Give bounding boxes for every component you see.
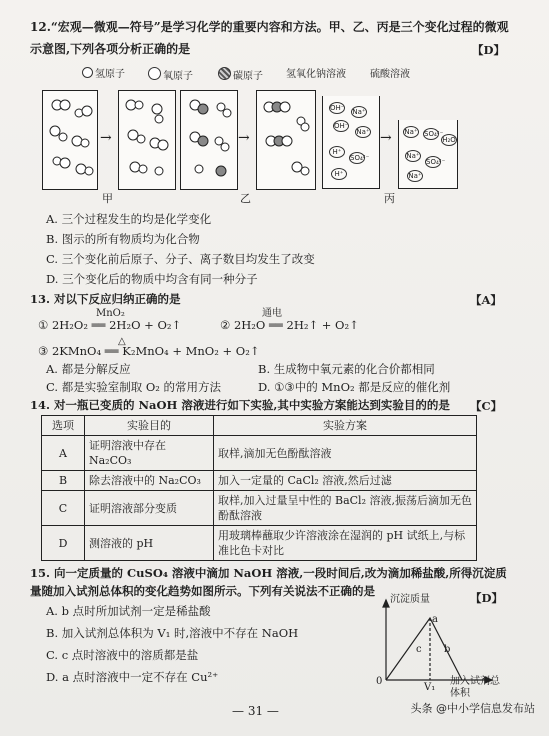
- table-row: [42, 471, 477, 491]
- table-header: 实验方案: [214, 416, 477, 436]
- eq3-condition: △: [118, 336, 126, 347]
- arrow-right-icon: →: [238, 130, 250, 146]
- eq1-condition: MnO₂: [96, 308, 125, 319]
- q13-option-d: D. ①③中的 MnO₂ 都是反应的催化剂: [258, 380, 451, 394]
- table-cell-goal: 证明溶液中存在 Na₂CO₃: [85, 436, 214, 471]
- arrow-right-icon: →: [100, 130, 112, 146]
- molecules-icon: [119, 91, 175, 189]
- equation-1: ① 2H₂O₂ ══ 2H₂O + O₂↑: [38, 318, 182, 332]
- q12-stem-line2: 示意图,下列各项分析正确的是: [30, 42, 191, 56]
- page-number: — 31 —: [232, 704, 279, 718]
- q13-option-c: C. 都是实验室制取 O₂ 的常用方法: [46, 380, 222, 394]
- figure-jia-before: [42, 90, 98, 190]
- q12-option-a: A. 三个过程发生的均是化学变化: [46, 212, 212, 226]
- legend-carbon: 碳原子: [218, 67, 263, 84]
- caption-jia: 甲: [102, 192, 113, 205]
- equation-3: ③ 2KMnO₄ ══ K₂MnO₄ + MnO₂ + O₂↑: [38, 344, 260, 358]
- ion-label: SO₄²⁻: [424, 130, 444, 138]
- table-row: [42, 526, 477, 561]
- table-cell-goal: 除去溶液中的 Na₂CO₃: [85, 471, 214, 491]
- caption-yi: 乙: [240, 192, 251, 205]
- table-cell-plan: 取样,加入过量呈中性的 BaCl₂ 溶液,振荡后滴加无色酚酞溶液: [214, 491, 477, 526]
- q12-option-b: B. 图示的所有物质均为化合物: [46, 232, 200, 246]
- graph-ylabel: 沉淀质量: [390, 594, 430, 605]
- q15-stem-line2: 量随加入试剂总体积的变化趋势如图所示。下列有关说法不正确的是: [30, 584, 375, 598]
- ion-label: Na⁺: [356, 128, 370, 136]
- point-c-label: c: [416, 644, 422, 655]
- origin-label: 0: [376, 676, 383, 687]
- molecules-icon: [257, 91, 315, 189]
- table-cell-plan: 加入一定量的 CaCl₂ 溶液,然后过滤: [214, 471, 477, 491]
- legend-oxygen: 氧原子: [148, 67, 193, 84]
- q14-stem: 14. 对一瓶已变质的 NaOH 溶液进行如下实验,其中实验方案能达到实验目的的是: [30, 398, 450, 412]
- ion-label: H₂O: [442, 136, 456, 144]
- legend-naoh: 氢氧化钠溶液: [286, 69, 346, 80]
- caption-bing: 丙: [384, 192, 395, 205]
- q12-stem-line1: 12.“宏观—微观—符号”是学习化学的重要内容和方法。甲、乙、丙是三个变化过程的微观: [30, 20, 509, 34]
- table-header: 实验目的: [85, 416, 214, 436]
- q12-answer: 【D】: [472, 43, 505, 57]
- beaker-naoh: [322, 96, 380, 189]
- q13-option-a: A. 都是分解反应: [46, 362, 131, 376]
- q15-stem-line1: 15. 向一定质量的 CuSO₄ 溶液中滴加 NaOH 溶液,一段时间后,改为滴加稀盐酸,所得沉淀质: [30, 566, 507, 580]
- hydrogen-atom-icon: [82, 67, 93, 78]
- watermark: 头条 @中小学信息发布站: [410, 702, 535, 715]
- q15-option-b: B. 加入试剂总体积为 V₁ 时,溶液中不存在 NaOH: [46, 626, 299, 640]
- table-row: [42, 436, 477, 471]
- figure-jia-after: [118, 90, 176, 190]
- precipitate-graph: [372, 590, 512, 699]
- ion-label: Na⁺: [352, 108, 366, 116]
- q12-option-c: C. 三个变化前后原子、分子、离子数目均发生了改变: [46, 252, 315, 266]
- table-cell-goal: 证明溶液部分变质: [85, 491, 214, 526]
- equation-2: ② 2H₂O ══ 2H₂↑ + O₂↑: [220, 318, 359, 332]
- table-cell-plan: 取样,滴加无色酚酞溶液: [214, 436, 477, 471]
- point-a-label: a: [432, 614, 438, 625]
- graph-xlabel: 加入试剂总体积: [450, 676, 500, 699]
- molecules-icon: [181, 91, 237, 189]
- legend-h2so4: 硫酸溶液: [370, 69, 410, 80]
- eq2-condition: 通电: [262, 308, 282, 319]
- arrow-right-icon: →: [380, 130, 392, 146]
- table-cell-option: C: [42, 491, 85, 526]
- water-molecules-icon: [43, 91, 97, 189]
- q15-answer: 【D】: [470, 591, 503, 605]
- q13-answer: 【A】: [470, 293, 502, 307]
- table-cell-plan: 用玻璃棒蘸取少许溶液涂在湿润的 pH 试纸上,与标准比色卡对比: [214, 526, 477, 561]
- legend-hydrogen: 氢原子: [82, 67, 125, 82]
- table-cell-option: B: [42, 471, 85, 491]
- ion-label: Na⁺: [404, 128, 418, 136]
- ion-label: OH⁻: [334, 122, 349, 130]
- ion-label: OH⁻: [330, 104, 345, 112]
- q15-option-a: A. b 点时所加试剂一定是稀盐酸: [46, 604, 211, 618]
- oxygen-atom-icon: [148, 67, 161, 80]
- figure-yi-after: [256, 90, 316, 190]
- table-header-row: [42, 416, 477, 436]
- ion-label: Na⁺: [406, 152, 420, 160]
- carbon-atom-icon: [218, 67, 231, 80]
- table-cell-option: A: [42, 436, 85, 471]
- table-cell-option: D: [42, 526, 85, 561]
- ion-label: H⁺: [329, 146, 345, 158]
- table-cell-goal: 测溶液的 pH: [85, 526, 214, 561]
- figure-yi-before: [180, 90, 238, 190]
- ion-label: SO₄²⁻: [426, 158, 446, 166]
- ion-label: SO₄²⁻: [350, 154, 370, 162]
- beaker-mixed: [398, 120, 458, 189]
- q15-option-c: C. c 点时溶液中的溶质都是盐: [46, 648, 199, 662]
- experiment-table: [41, 415, 477, 561]
- q14-answer: 【C】: [470, 399, 503, 413]
- table-header: 选项: [42, 416, 85, 436]
- table-row: [42, 491, 477, 526]
- q13-stem: 13. 对以下反应归纳正确的是: [30, 292, 181, 306]
- q15-option-d: D. a 点时溶液中一定不存在 Cu²⁺: [46, 670, 219, 684]
- point-b-label: b: [444, 644, 451, 655]
- ion-label: H⁺: [331, 168, 347, 180]
- v1-label: V₁: [424, 682, 436, 693]
- q12-option-d: D. 三个变化后的物质中均含有同一种分子: [46, 272, 258, 286]
- ion-label: Na⁺: [408, 172, 422, 180]
- q13-option-b: B. 生成物中氧元素的化合价都相同: [258, 362, 435, 376]
